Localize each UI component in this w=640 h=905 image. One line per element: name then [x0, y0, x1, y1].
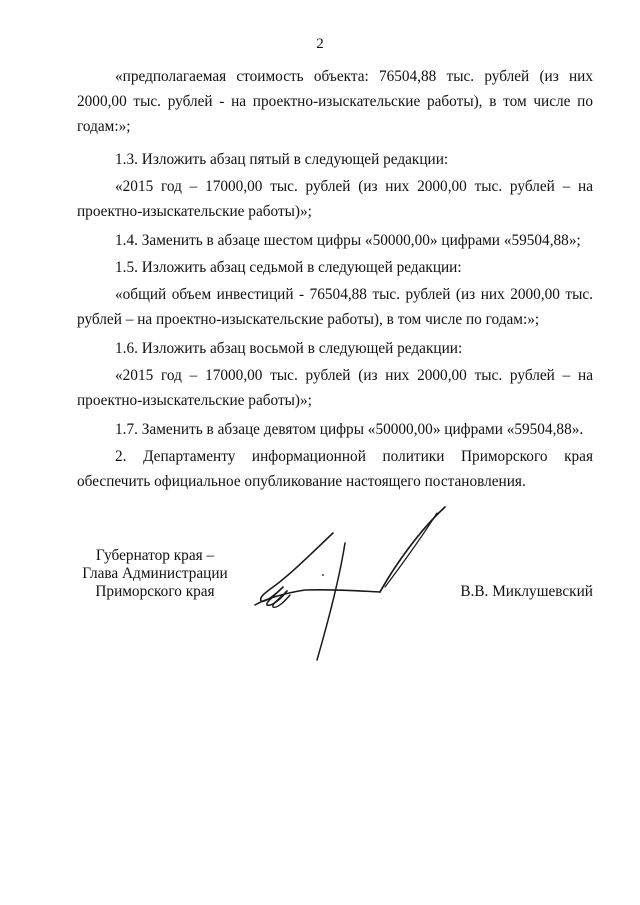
- page-number: 2: [316, 36, 324, 52]
- handwritten-signature: [235, 495, 475, 665]
- signatory-title-line: Приморского края: [95, 583, 215, 600]
- paragraph-1-3: 1.3. Изложить абзац пятый в следующей редакции:: [115, 151, 449, 168]
- paragraph-2015-quote-b: «2015 год – 17000,00 тыс. рублей (из них 2000,00 тыс. рублей – на проектно-изыскательские работы)»;: [77, 367, 593, 409]
- signatory-title-line: Глава Администрации: [82, 565, 228, 582]
- paragraph-cost-quote: «предполагаемая стоимость объекта: 76504,88 тыс. рублей (из них 2000,00 тыс. рублей - на проектно-изыскательские работы), в том числе по годам:»;: [77, 68, 593, 135]
- paragraph-1-6: 1.6. Изложить абзац восьмой в следующей редакции:: [115, 340, 463, 357]
- paragraph-investment-quote: «общий объем инвестиций - 76504,88 тыс. рублей (из них 2000,00 тыс. рублей – на проектно-изыскательские работы), в том числе по годам:»;: [77, 286, 593, 328]
- signatory-title-line: Губернатор края –: [95, 547, 215, 564]
- paragraph-2: 2. Департаменту информационной политики Приморского края обеспечить официальное опубликование настоящего постановления.: [77, 448, 593, 490]
- paragraph-1-5: 1.5. Изложить абзац седьмой в следующей редакции:: [115, 259, 462, 276]
- signatory-name: В.В. Миклушевский: [460, 583, 593, 600]
- paragraph-1-7: 1.7. Заменить в абзаце девятом цифры «50000,00» цифрами «59504,88».: [115, 421, 584, 438]
- paragraph-2015-quote-a: «2015 год – 17000,00 тыс. рублей (из них 2000,00 тыс. рублей – на проектно-изыскательские работы)»;: [77, 178, 593, 220]
- paragraph-1-4: 1.4. Заменить в абзаце шестом цифры «50000,00» цифрами «59504,88»;: [115, 232, 581, 249]
- signatory-title: [70, 547, 240, 601]
